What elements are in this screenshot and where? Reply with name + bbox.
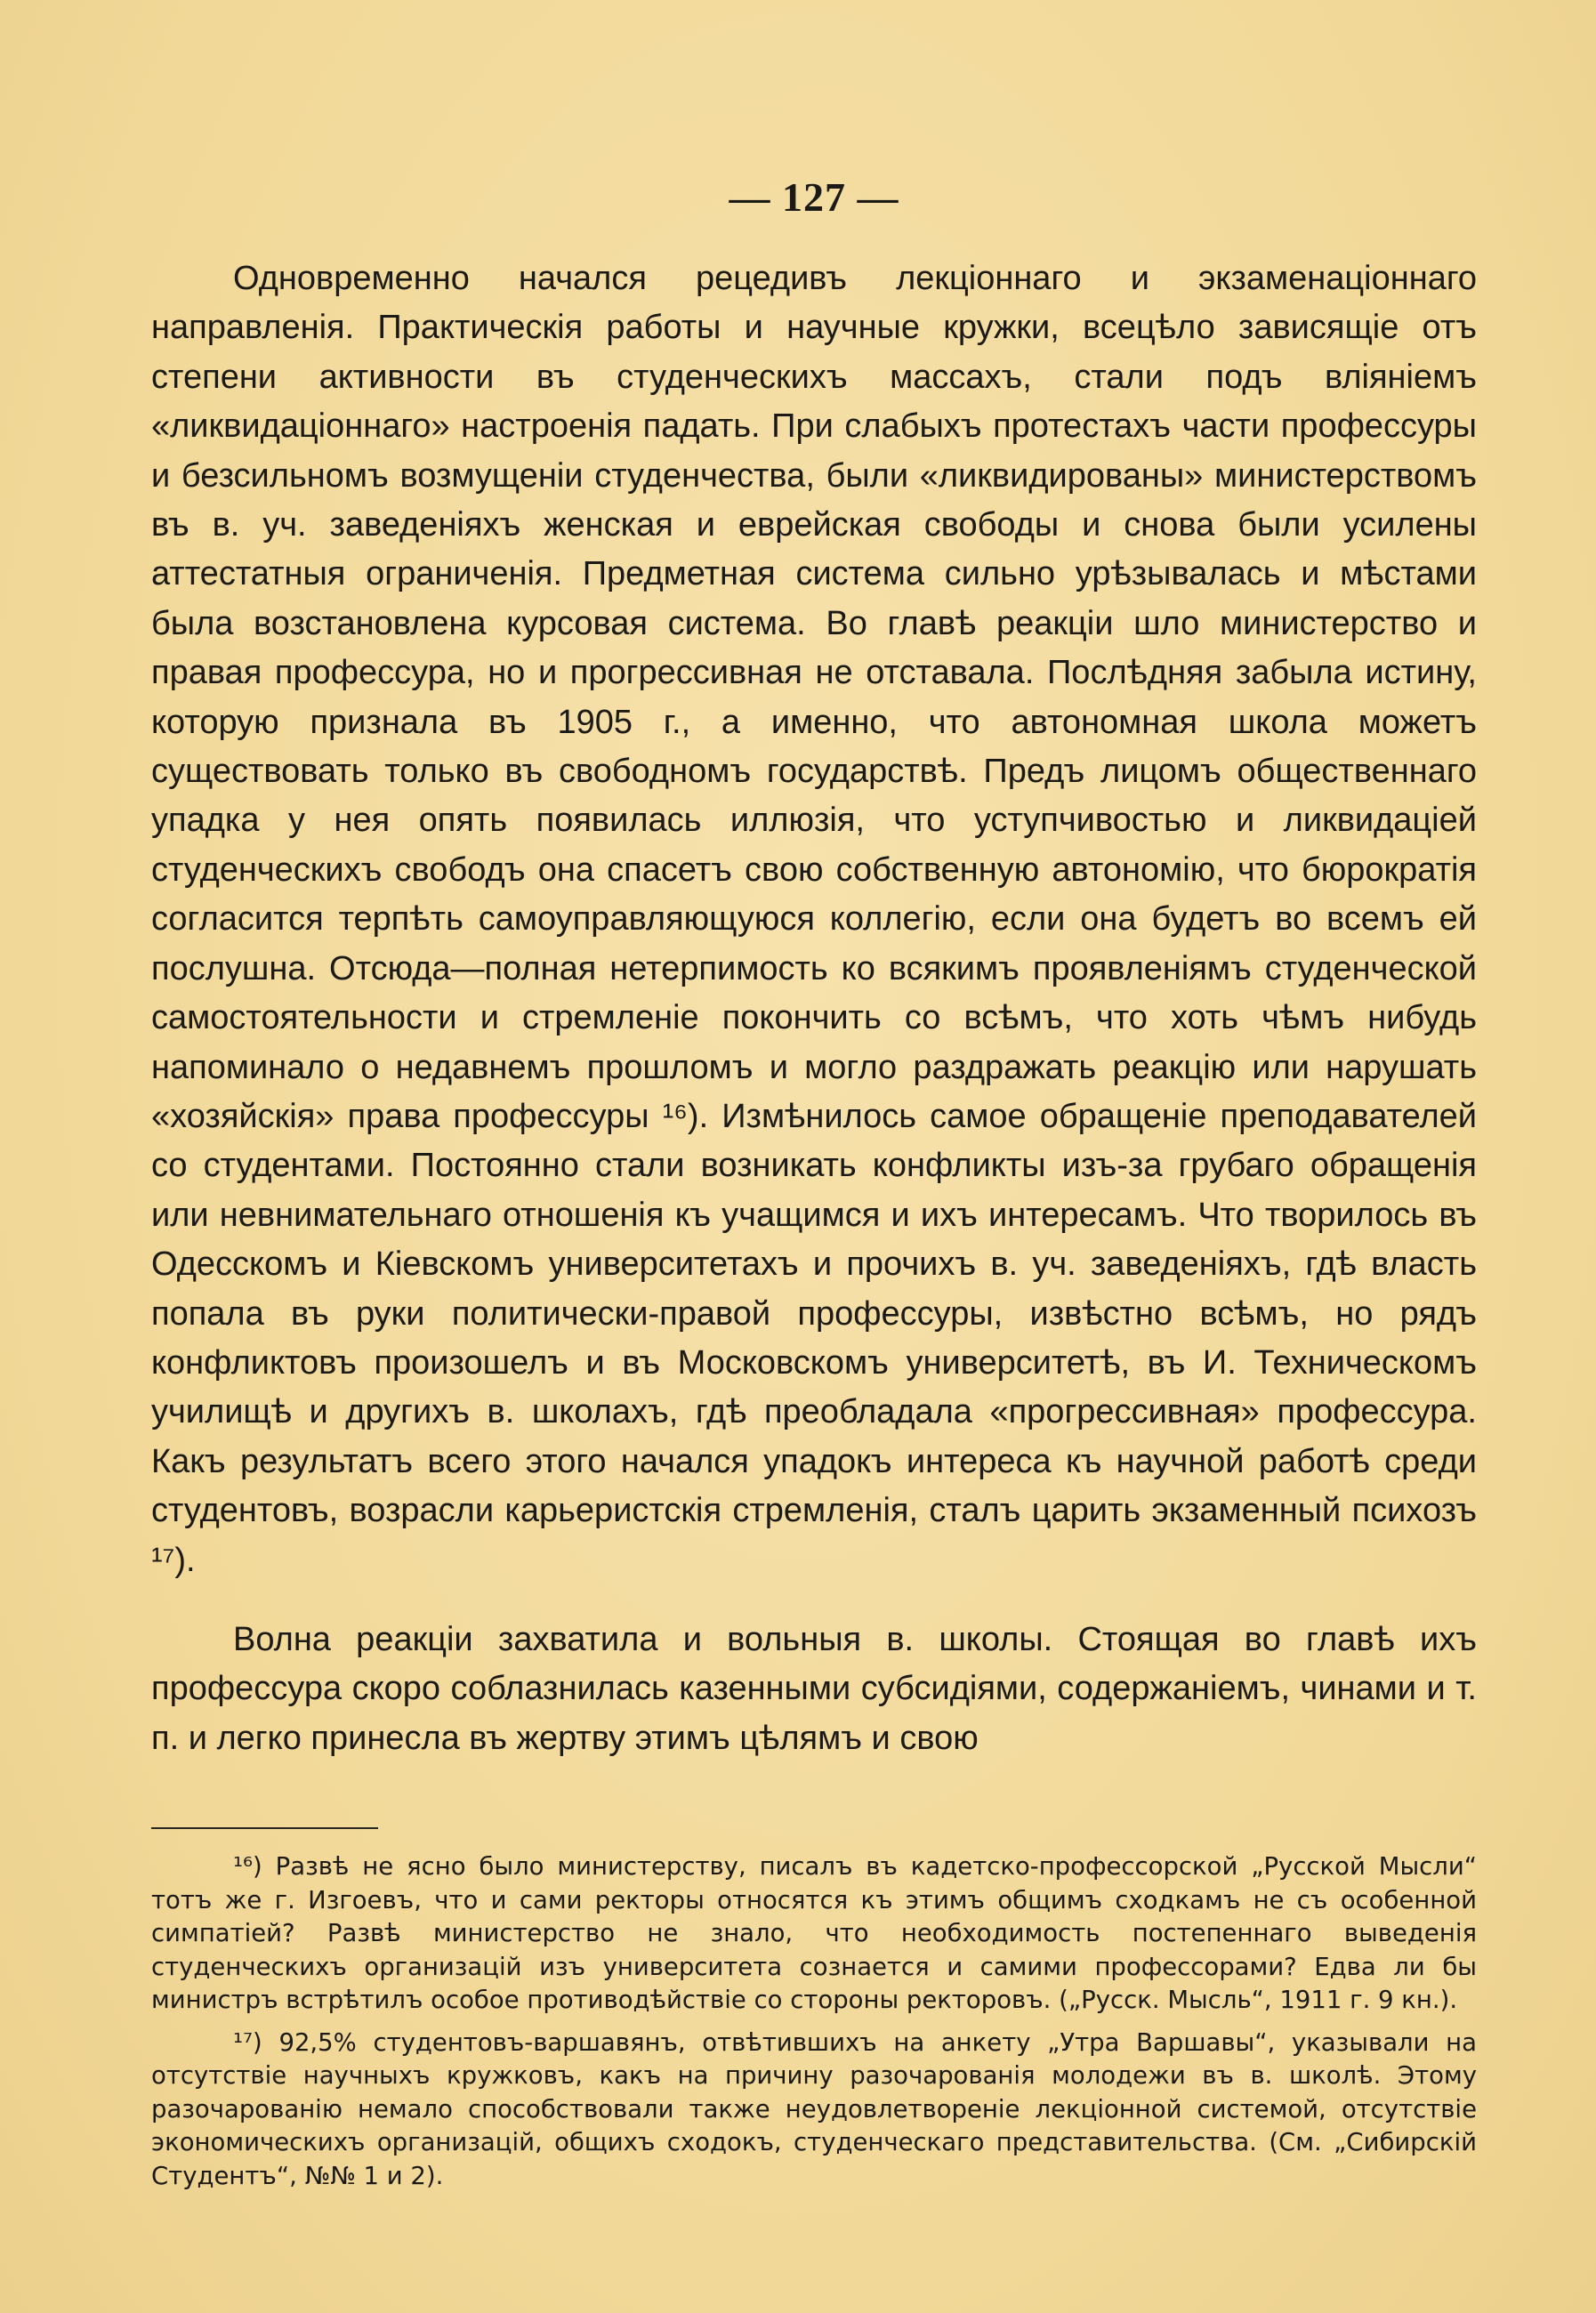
footnotes xyxy=(151,1850,1477,2193)
footnote-divider xyxy=(151,1827,378,1829)
page-number: — 127 — xyxy=(729,174,899,220)
body-text xyxy=(151,254,1477,1763)
footnote-16: ¹⁶) Развѣ не ясно было министерству, писалъ въ кадетско-профессорской „Русской Мысли“ тотъ же г. Изгоевъ, что и сами ректоры относятся къ этимъ общимъ сходкамъ не съ особенной симпатіей? Развѣ министерство не знало, что необходимость постепеннаго выведенія студенческихъ организацій изъ университета сознается и самими профессорами? Едва ли бы министръ встрѣтилъ особое противодѣйствіе со стороны ректоровъ. („Русск. Мысль“, 1911 г. 9 кн.). xyxy=(151,1852,1477,2015)
paragraph-1: Одновременно начался рецедивъ лекціоннаго и экзаменаціоннаго направленія. Практическія работы и научные кружки, всецѣло зависящіе отъ степени активности въ студенческихъ массахъ, стали подъ вліяніемъ «ликвидаціоннаго» настроенія падать. При слабыхъ протестахъ части профессуры и безсильномъ возмущеніи студенчества, были «ликвидированы» министерствомъ въ в. уч. заведеніяхъ женская и еврейская свободы и снова были усилены аттестатныя ограниченія. Предметная система сильно урѣзывалась и мѣстами была возстановлена курсовая система. Во главѣ реакціи шло министерство и правая профессура, но и прогрессивная не отставала. Послѣдняя забыла истину, которую признала въ 1905 г., а именно, что автономная школа можетъ существовать только въ свободномъ государствѣ. Предъ лицомъ общественнаго упадка у нея опять появилась иллюзія, что уступчивостью и ликвидаціей студенческихъ свободъ она спасетъ свою собственную автономію, что бюрократія согласится терпѣть самоуправляющуюся коллегію, если она будетъ во всемъ ей послушна. Отсюда—полная нетерпимость ко всякимъ проявленіямъ студенческой самостоятельности и стремленіе покончить со всѣмъ, что хоть чѣмъ нибудь напоминало о недавнемъ прошломъ и могло раздражать реакцію или нарушать «хозяйскія» права профессуры ¹⁶). Измѣнилось самое обращеніе преподавателей со студентами. Постоянно стали возникать конфликты изъ-за грубаго обращенія или невнимательнаго отношенія къ учащимся и ихъ интересамъ. Что творилось въ Одесскомъ и Кіевскомъ университетахъ и прочихъ в. уч. заведеніяхъ, гдѣ власть попала въ руки политически-правой профессуры, извѣстно всѣмъ, но рядъ конфликтовъ произошелъ и въ Московскомъ университетѣ, въ И. Техническомъ училищѣ и другихъ в. школахъ, гдѣ преобладала «прогрессивная» профессура. Какъ результатъ всего этого начался упадокъ интереса къ научной работѣ среди студентовъ, возрасли карьеристскія стремленія, сталъ царить экзаменный психозъ ¹⁷). xyxy=(151,260,1477,1579)
document-page xyxy=(151,173,1477,2193)
paragraph-2: Волна реакціи захватила и вольныя в. школы. Стоящая во главѣ ихъ профессура скоро соблазнилась казенными субсидіями, содержаніемъ, чинами и т. п. и легко принесла въ жертву этимъ цѣлямъ и свою xyxy=(151,1620,1477,1757)
footnote-17: ¹⁷) 92,5% студентовъ-варшавянъ, отвѣтившихъ на анкету „Утра Варшавы“, указывали на отсутствіе научныхъ кружковъ, какъ на причину разочарованія молодежи въ в. школѣ. Этому разочарованію немало способствовали также неудовлетвореніе лекціонной системой, отсутствіе экономическихъ организацій, общихъ сходокъ, студенческаго представительства. (См. „Сибирскій Студентъ“, №№ 1 и 2). xyxy=(151,2027,1477,2190)
